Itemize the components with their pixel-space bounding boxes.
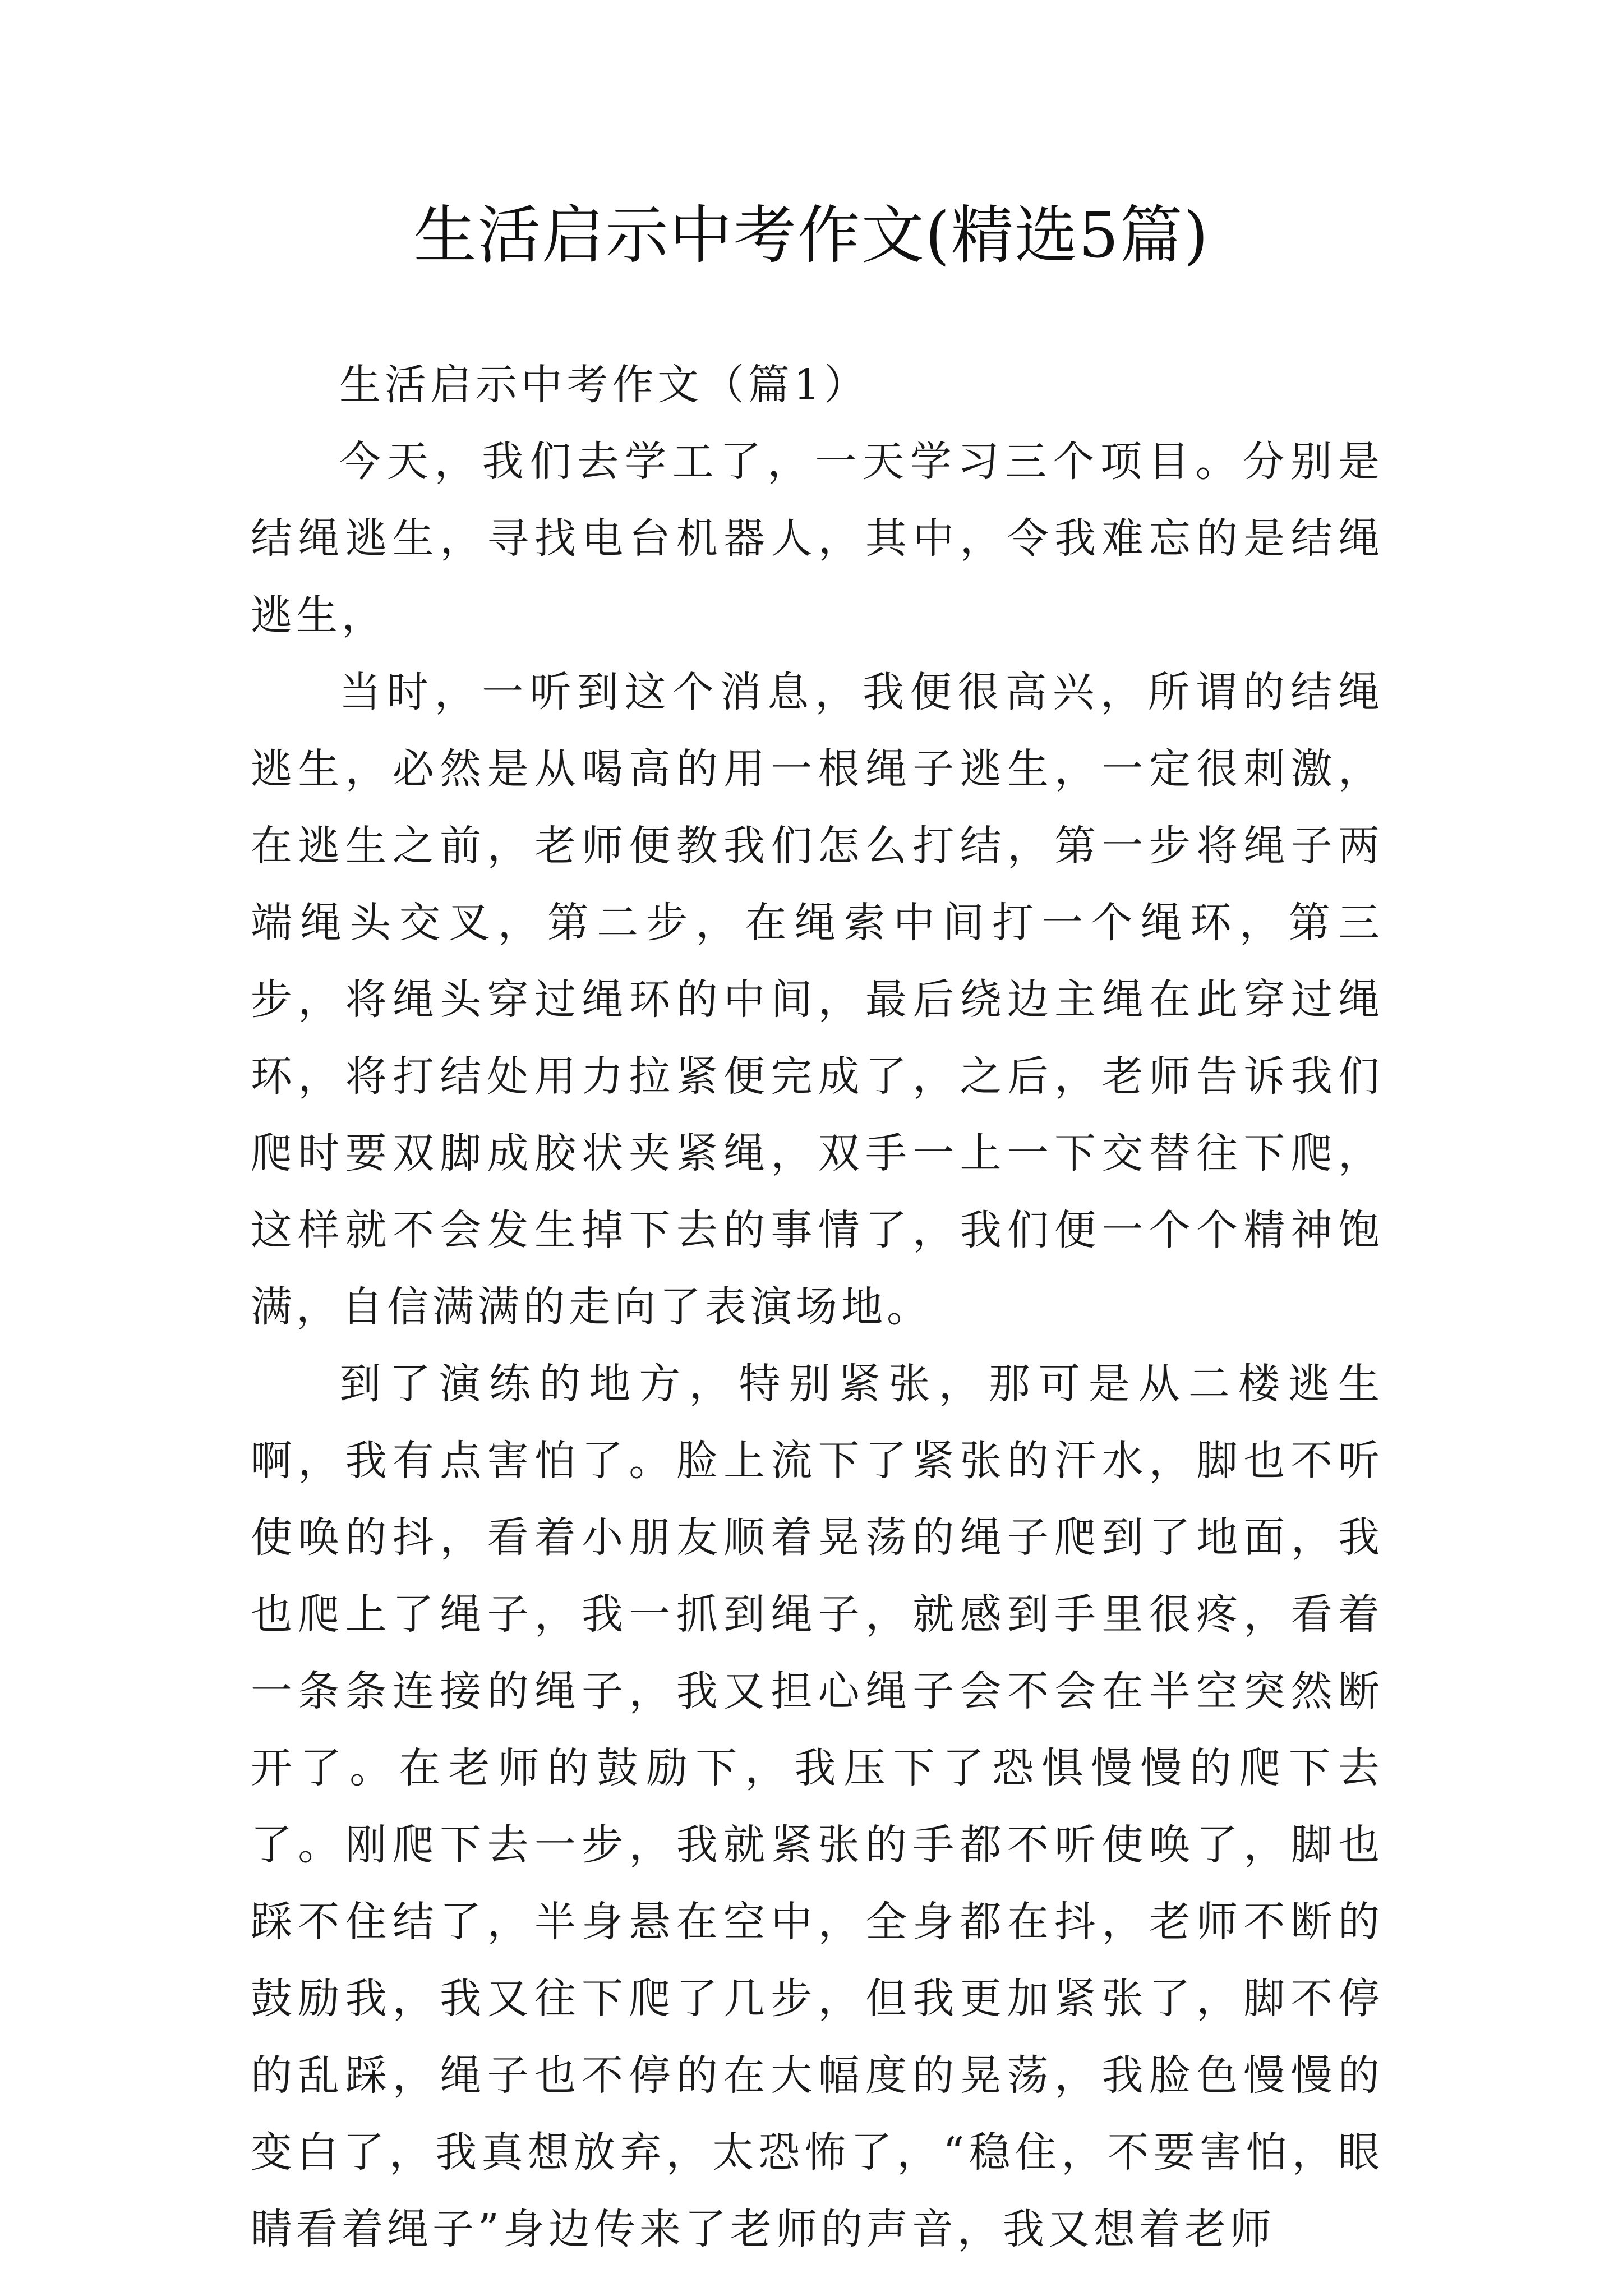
paragraph: 今天，我们去学工了，一天学习三个项目。分别是结绳逃生，寻找电台机器人，其中，令我难忘的是结绳逃生，: [251, 438, 1384, 639]
document-body: [251, 347, 1384, 2268]
document-title: 生活启示中考作文(精选5篇): [413, 199, 1210, 272]
section-heading: 生活启示中考作文（篇1）: [339, 361, 870, 409]
paragraph: 当时，一听到这个消息，我便很高兴，所谓的结绳逃生，必然是从喝高的用一根绳子逃生，一定很刺激，在逃生之前，老师便教我们怎么打结，第一步将绳子两端绳头交叉，第二步，在绳索中间打一个绳环，第三步，将绳头穿过绳环的中间，最后绕边主绳在此穿过绳环，将打结处用力拉紧便完成了，之后，老师告诉我们爬时要双脚成胶状夹紧绳，双手一上一下交替往下爬，这样就不会发生掉下去的事情了，我们便一个个精神饱满，自信满满的走向了表演场地。: [251, 668, 1384, 1331]
paragraph: 到了演练的地方，特别紧张，那可是从二楼逃生啊，我有点害怕了。脸上流下了紧张的汗水，脚也不听使唤的抖，看着小朋友顺着晃荡的绳子爬到了地面，我也爬上了绳子，我一抓到绳子，就感到手里很疼，看着一条条连接的绳子，我又担心绳子会不会在半空突然断开了。在老师的鼓励下，我压下了恐惧慢慢的爬下去了。刚爬下去一步，我就紧张的手都不听使唤了，脚也踩不住结了，半身悬在空中，全身都在抖，老师不断的鼓励我，我又往下爬了几步，但我更加紧张了，脚不停的乱踩，绳子也不停的在大幅度的晃荡，我脸色慢慢的变白了，我真想放弃，太恐怖了，“稳住，不要害怕，眼睛看着绳子”身边传来了老师的声音，我又想着老师: [251, 1360, 1384, 2253]
